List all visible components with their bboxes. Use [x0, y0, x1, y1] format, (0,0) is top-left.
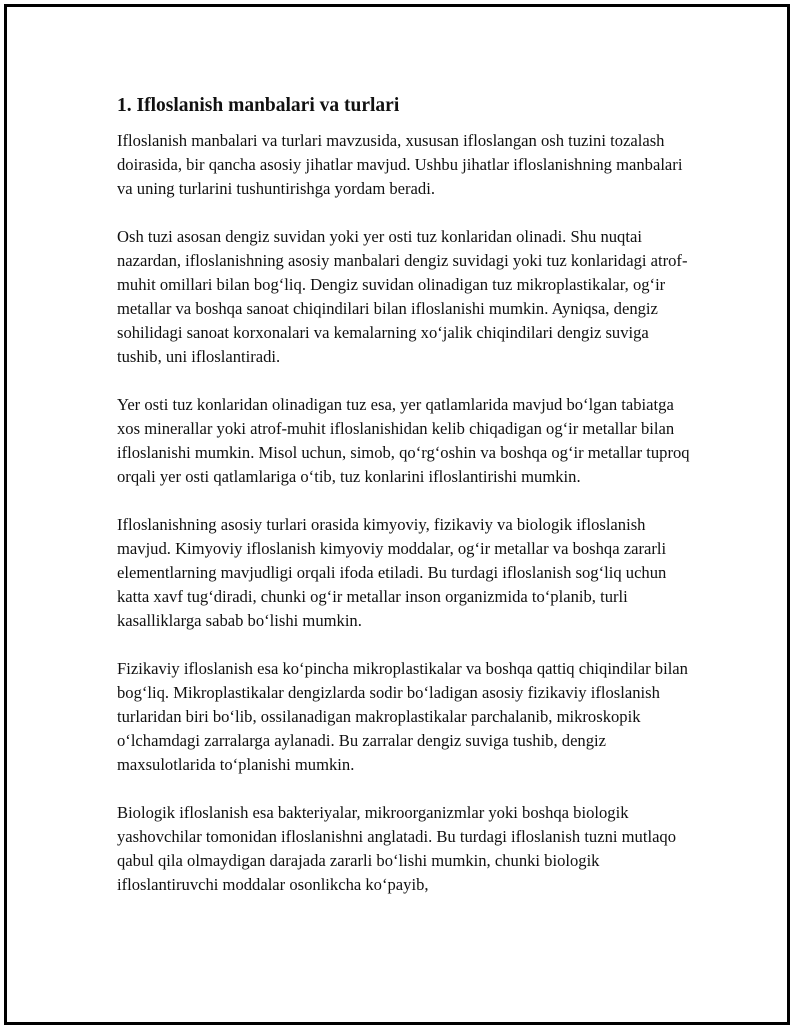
paragraph-sources: Osh tuzi asosan dengiz suvidan yoki yer osti tuz konlaridan olinadi. Shu nuqtai nazardan, ifloslanishning asosiy manbalari dengiz suvidagi yoki tuz konlaridagi atrof-muhit omillari bilan bog‘liq. Dengiz suvidan olinadigan tuz mikroplastikalar, og‘ir metallar va boshqa sanoat chiqindilari bilan ifloslanishi mumkin. Ayniqsa, dengiz sohilidagi sanoat korxonalari va kemalarning xo‘jalik chiqindilari dengiz suviga tushib, uni ifloslantiradi.: [117, 227, 688, 366]
document-content: [117, 92, 697, 921]
paragraph-chemical-pollution: Ifloslanishning asosiy turlari orasida kimyoviy, fizikaviy va biologik ifloslanish mavjud. Kimyoviy ifloslanish kimyoviy moddalar, og‘ir metallar va boshqa zararli elementlarning mavjudligi orqali ifoda etiladi. Bu turdagi ifloslanish sog‘liq uchun katta xavf tug‘diradi, chunki og‘ir metallar inson organizmida to‘planib, turli kasalliklarga sabab bo‘lishi mumkin.: [117, 515, 667, 630]
paragraph-underground-deposits: Yer osti tuz konlaridan olinadigan tuz esa, yer qatlamlarida mavjud bo‘lgan tabiatga xos minerallar yoki atrof-muhit ifloslanishidan kelib chiqadigan og‘ir metallar bilan ifloslanishi mumkin. Misol uchun, simob, qo‘rg‘oshin va boshqa og‘ir metallar tuproq orqali yer osti qatlamlariga o‘tib, tuz konlarini ifloslantirishi mumkin.: [117, 395, 690, 486]
paragraph-physical-pollution: Fizikaviy ifloslanish esa ko‘pincha mikroplastikalar va boshqa qattiq chiqindilar bilan bog‘liq. Mikroplastikalar dengizlarda sodir bo‘ladigan asosiy fizikaviy ifloslanish turlaridan biri bo‘lib, ossilanadigan makroplastikalar parchalanib, mikroskopik o‘lchamdagi zarralarga aylanadi. Bu zarralar dengiz suviga tushib, dengiz maxsulotlarida to‘planishi mumkin.: [117, 659, 688, 774]
paragraph-biological-pollution: Biologik ifloslanish esa bakteriyalar, mikroorganizmlar yoki boshqa biologik yashovchilar tomonidan ifloslanishni anglatadi. Bu turdagi ifloslanish tuzni mutlaqo qabul qila olmaydigan darajada zararli bo‘lishi mumkin, chunki biologik ifloslantiruvchi moddalar osonlikcha ko‘payib,: [117, 803, 677, 894]
paragraph-intro: Ifloslanish manbalari va turlari mavzusida, xususan ifloslangan osh tuzini tozalash doirasida, bir qancha asosiy jihatlar mavjud. Ushbu jihatlar ifloslanishning manbalari va uning turlarini tushuntirishga yordam beradi.: [117, 131, 683, 198]
section-heading: 1. Ifloslanish manbalari va turlari: [117, 95, 400, 116]
